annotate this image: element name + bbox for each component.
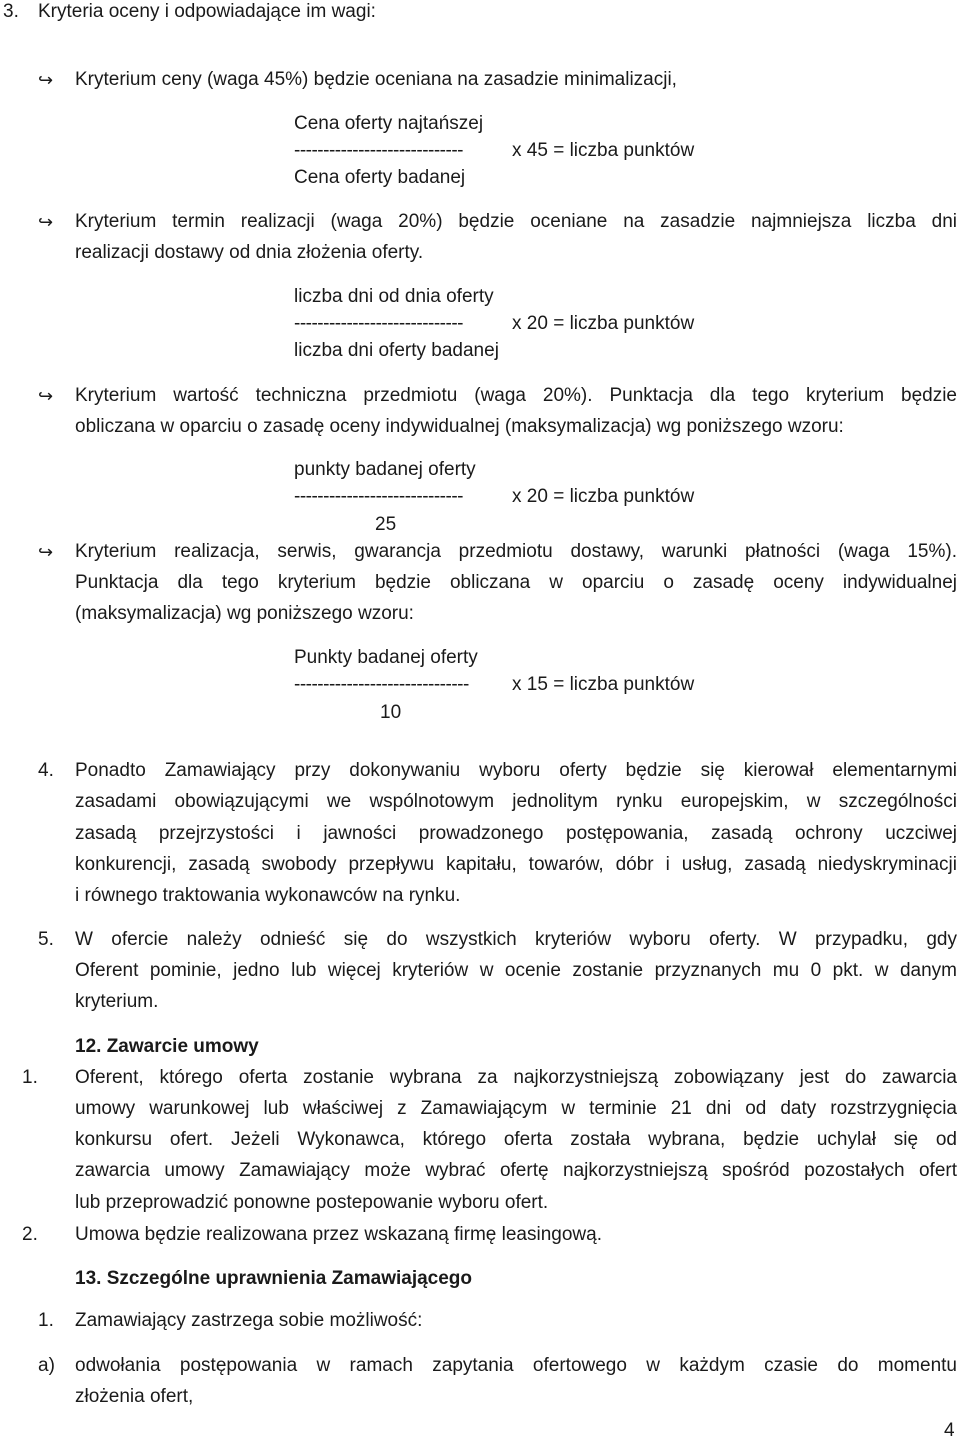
bullet-3-line-2: obliczana w oparciu o zasadę oceny indywidualnej (maksymalizacja) wg poniższego wzoru: [75,416,844,437]
bullet-4-line-3: (maksymalizacja) wg poniższego wzoru: [75,603,414,624]
formula-2-denominator: liczba dni oferty badanej [294,340,499,361]
bullet-1-text: Kryterium ceny (waga 45%) będzie oceniana na zasadzie minimalizacji, [75,69,677,90]
bullet-4-line-1: Kryterium realizacja, serwis, gwarancja przedmiotu dostawy, warunki płatności (waga 15%). [75,541,957,562]
formula-3-denominator: 25 [375,514,397,535]
chapter-12-heading: 12. Zawarcie umowy [75,1036,259,1057]
chapter-13-item-a-line-1: odwołania postępowania w ramach zapytania ofertowego w każdym czasie do momentu [75,1355,957,1376]
chapter-12-item-1-line-1: Oferent, którego oferta zostanie wybrana za najkorzystniejszą zobowiązany jest do zawarcia [75,1067,957,1088]
chapter-12-item-2-number: 2. [22,1224,38,1245]
chapter-12-item-1-line-5: lub przeprowadzić ponowne postepowanie wyboru ofert. [75,1192,549,1213]
formula-4-result: x 15 = liczba punktów [512,674,695,695]
formula-2-numerator: liczba dni od dnia oferty [294,286,494,307]
formula-1-result: x 45 = liczba punktów [512,140,695,161]
arrow-bullet-icon: ↪ [38,212,54,232]
chapter-13-item-a-line-2: złożenia ofert, [75,1386,194,1407]
bullet-3-line-1: Kryterium wartość techniczna przedmiotu (waga 20%). Punktacja dla tego kryterium będzie [75,385,957,406]
chapter-12-item-1-number: 1. [22,1067,38,1088]
formula-1-numerator: Cena oferty najtańszej [294,113,484,134]
chapter-12-item-1-line-3: konkursu ofert. Jeżeli Wykonawca, którego oferta została wybrana, będzie uchylał się od [75,1129,957,1150]
chapter-13-item-1-number: 1. [38,1310,54,1331]
arrow-bullet-icon: ↪ [38,70,54,90]
chapter-13-item-1-text: Zamawiający zastrzega sobie możliwość: [75,1310,423,1331]
section-4-line-3: zasadą przejrzystości i jawności prowadzonego postępowania, zasadą ochrony uczciwej [75,823,957,844]
section-3-title: Kryteria oceny i odpowiadające im wagi: [38,1,376,22]
section-4-line-4: konkurencji, zasadą swobody przepływu kapitału, towarów, dóbr i usług, zasadą niedyskryminacji [75,854,957,875]
chapter-13-heading: 13. Szczególne uprawnienia Zamawiającego [75,1268,473,1289]
formula-2-fraction-line: ----------------------------- [294,313,463,334]
page-number: 4 [944,1420,955,1441]
chapter-12-item-1-line-4: zawarcia umowy Zamawiający może wybrać ofertę najkorzystniejszą spośród pozostałych ofert [75,1160,957,1181]
section-4-line-5: i równego traktowania wykonawców na rynku. [75,885,461,906]
chapter-12-item-2-text: Umowa będzie realizowana przez wskazaną firmę leasingową. [75,1224,602,1245]
formula-1-denominator: Cena oferty badanej [294,167,466,188]
formula-4-numerator: Punkty badanej oferty [294,647,478,668]
section-5-number: 5. [38,929,54,950]
formula-3-result: x 20 = liczba punktów [512,486,695,507]
bullet-2-line-2: realizacji dostawy od dnia złożenia oferty. [75,242,424,263]
formula-1-fraction-line: ----------------------------- [294,140,463,161]
formula-3-fraction-line: ----------------------------- [294,486,463,507]
section-5-line-1: W ofercie należy odnieść się do wszystkich kryteriów wyboru oferty. W przypadku, gdy [75,929,957,950]
section-3-number: 3. [3,1,19,22]
bullet-2-line-1: Kryterium termin realizacji (waga 20%) będzie oceniane na zasadzie najmniejsza liczba dni [75,211,957,232]
section-4-number: 4. [38,760,54,781]
formula-3-numerator: punkty badanej oferty [294,459,476,480]
section-4-line-1: Ponadto Zamawiający przy dokonywaniu wyboru oferty będzie się kierował elementarnymi [75,760,957,781]
section-4-line-2: zasadami obowiązującymi we wspólnotowym jednolitym rynku europejskim, w szczególności [75,791,957,812]
arrow-bullet-icon: ↪ [38,542,54,562]
section-5-line-2: Oferent pominie, jedno lub więcej kryteriów w ocenie zostanie przyznanych mu 0 pkt. w danym [75,960,957,981]
formula-4-denominator: 10 [380,702,402,723]
formula-2-result: x 20 = liczba punktów [512,313,695,334]
arrow-bullet-icon: ↪ [38,386,54,406]
formula-4-fraction-line: ------------------------------ [294,674,469,695]
bullet-4-line-2: Punktacja dla tego kryterium będzie obliczana w oparciu o zasadę oceny indywidualnej [75,572,957,593]
section-5-line-3: kryterium. [75,991,159,1012]
chapter-12-item-1-line-2: umowy warunkowej lub właściwej z Zamawiającym w terminie 21 dni od daty rozstrzygnięcia [75,1098,957,1119]
chapter-13-item-a-label: a) [38,1355,55,1376]
